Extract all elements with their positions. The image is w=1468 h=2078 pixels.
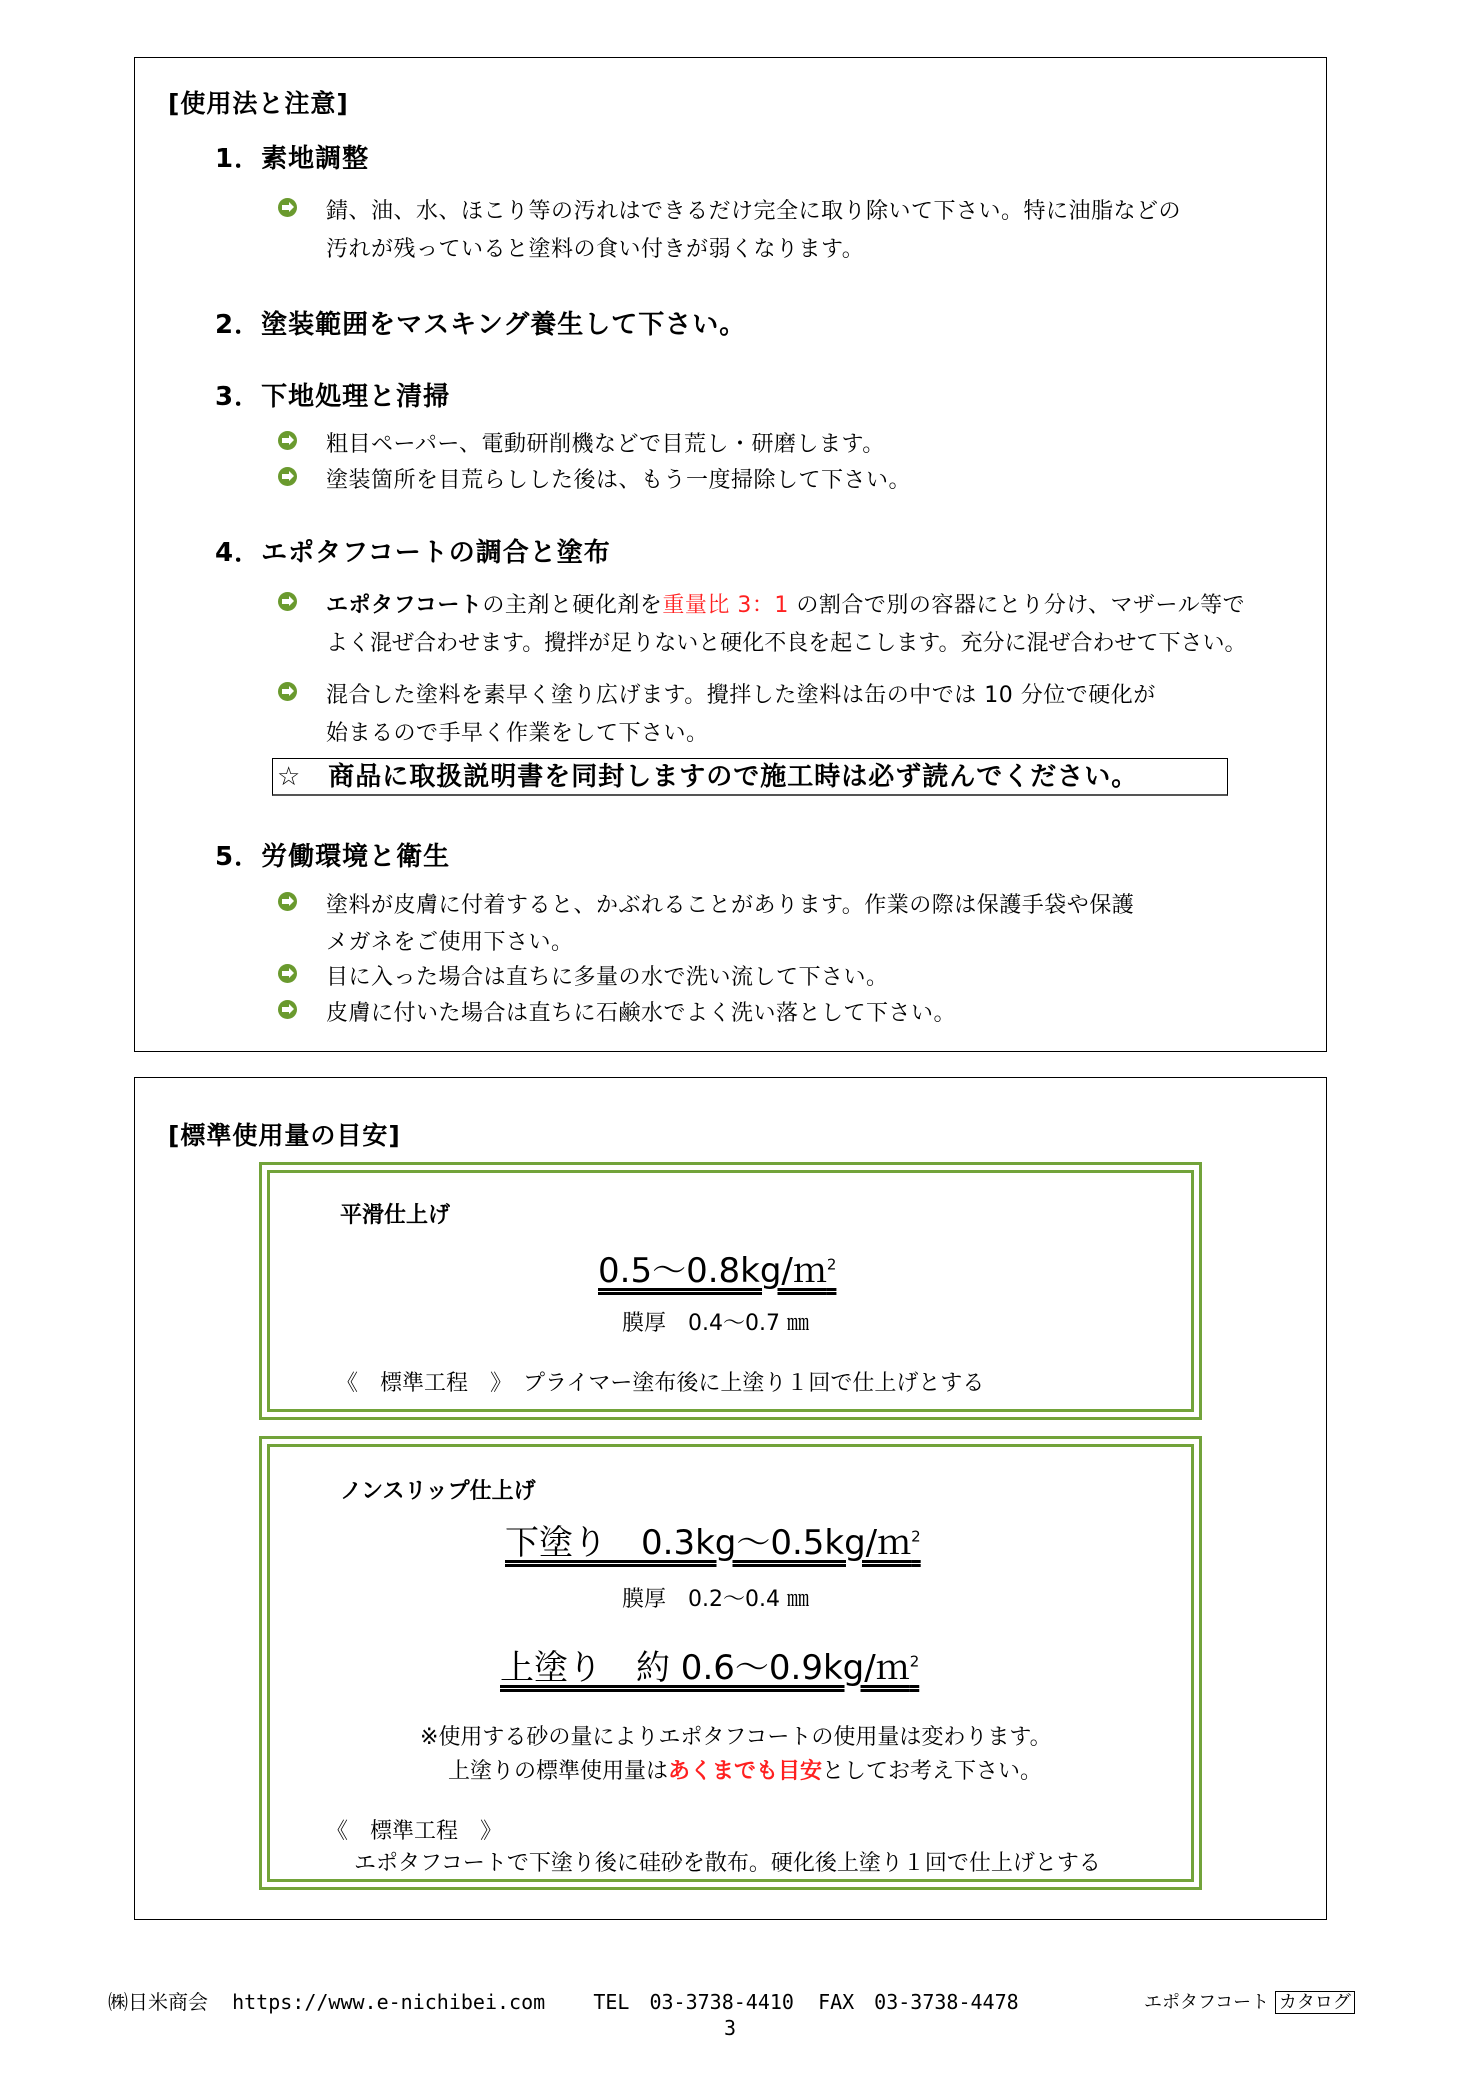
arrow-bullet-icon <box>278 198 297 217</box>
step-5-heading: 5．労働環境と衛生 <box>215 842 451 872</box>
step-4-bullet-2-line-1: 混合した塗料を素早く塗り広げます。攪拌した塗料は缶の中では 10 分位で硬化が <box>326 683 1156 708</box>
arrow-bullet-icon <box>278 1000 297 1019</box>
amount-value: 0.5～0.8kg/ｍ <box>598 1251 827 1291</box>
step-3-bullet-1: 粗目ペーパー、電動研削機などで目荒し・研磨します。 <box>326 432 885 457</box>
arrow-bullet-icon <box>278 431 297 450</box>
arrow-bullet-icon <box>278 467 297 486</box>
smooth-finish-process: 《 標準工程 》 プライマー塗布後に上塗り１回で仕上げとする <box>336 1371 985 1396</box>
phone-number: TEL 03-3738-4410 <box>593 1990 794 2014</box>
topcoat-guideline-note <box>448 1754 1042 1785</box>
step-5-bullet-2: 目に入った場合は直ちに多量の水で洗い流して下さい。 <box>326 965 889 990</box>
company-name: ㈱日米商会 <box>108 1990 208 2014</box>
step-4-bullet-2-line-2: 始まるので手早く作業をして下さい。 <box>326 721 709 746</box>
step-3-heading: 3．下地処理と清掃 <box>215 382 451 412</box>
superscript: 2 <box>826 1255 837 1274</box>
catalog-tag: カタログ <box>1275 1991 1355 2014</box>
step-1-heading: 1．素地調整 <box>215 144 370 174</box>
amount-value: 下塗り 0.3kg～0.5kg/ｍ <box>505 1523 912 1563</box>
footer-product <box>1144 1988 1355 2014</box>
nonslip-thickness: 膜厚 0.2～0.4 ㎜ <box>622 1587 809 1612</box>
step-1-bullet-1-line-2: 汚れが残っていると塗料の食い付きが弱くなります。 <box>326 237 865 262</box>
page-number: 3 <box>724 2016 737 2040</box>
text-segment: 上塗りの標準使用量は <box>448 1759 669 1784</box>
nonslip-process-label: 《 標準工程 》 <box>326 1819 503 1844</box>
instruction-notice-box: ☆ 商品に取扱説明書を同封しますので施工時は必ず読んでください。 <box>272 758 1228 796</box>
text-segment: としてお考え下さい。 <box>822 1759 1043 1784</box>
guideline-highlight: あくまでも目安 <box>668 1759 823 1784</box>
step-2-heading: 2．塗装範囲をマスキング養生して下さい。 <box>215 310 747 340</box>
footer-contact <box>108 1986 1019 2015</box>
undercoat-amount <box>505 1515 921 1564</box>
step-4-heading: 4．エポタフコートの調合と塗布 <box>215 538 611 568</box>
step-1-bullet-1-line-1: 錆、油、水、ほこり等の汚れはできるだけ完全に取り除いて下さい。特に油脂などの <box>326 199 1182 224</box>
smooth-finish-label: 平滑仕上げ <box>340 1203 451 1228</box>
arrow-bullet-icon <box>278 964 297 983</box>
step-5-bullet-3: 皮膚に付いた場合は直ちに石鹸水でよく洗い落として下さい。 <box>326 1001 957 1026</box>
superscript: 2 <box>909 1652 920 1671</box>
arrow-bullet-icon <box>278 892 297 911</box>
sand-amount-note: ※使用する砂の量によりエポタフコートの使用量は変わります。 <box>420 1725 1052 1750</box>
amount-value: 上塗り 約 0.6～0.9kg/ｍ <box>500 1648 910 1688</box>
smooth-finish-thickness: 膜厚 0.4～0.7 ㎜ <box>622 1311 809 1336</box>
step-3-bullet-2: 塗装箇所を目荒らしした後は、もう一度掃除して下さい。 <box>326 468 912 493</box>
text-segment: の主剤と硬化剤を <box>482 593 663 618</box>
product-name-bold: エポタフコート <box>326 593 483 618</box>
arrow-bullet-icon <box>278 682 297 701</box>
nonslip-finish-label: ノンスリップ仕上げ <box>340 1479 536 1504</box>
step-5-bullet-1-line-1: 塗料が皮膚に付着すると、かぶれることがあります。作業の際は保護手袋や保護 <box>326 893 1135 918</box>
text-segment: の割合で別の容器にとり分け、マザール等で <box>788 593 1246 618</box>
arrow-bullet-icon <box>278 592 297 611</box>
step-5-bullet-1-line-2: メガネをご使用下さい。 <box>326 930 574 955</box>
website-link[interactable]: https://www.e-nichibei.com <box>232 1990 546 2014</box>
topcoat-amount <box>500 1640 919 1689</box>
standard-usage-title: [標準使用量の目安] <box>168 1121 401 1150</box>
nonslip-process: エポタフコートで下塗り後に硅砂を散布。硬化後上塗り１回で仕上げとする <box>354 1851 1101 1876</box>
weight-ratio-highlight: 重量比 3：1 <box>662 593 789 618</box>
product-name: エポタフコート <box>1144 1992 1270 2013</box>
step-4-bullet-1-line-2: よく混ぜ合わせます。攪拌が足りないと硬化不良を起こします。充分に混ぜ合わせて下さい。 <box>326 631 1247 656</box>
smooth-finish-amount <box>598 1243 836 1292</box>
fax-number: FAX 03-3738-4478 <box>818 1990 1019 2014</box>
usage-section-title: [使用法と注意] <box>168 89 349 118</box>
step-4-bullet-1-line-1 <box>326 588 1245 619</box>
superscript: 2 <box>911 1527 921 1546</box>
